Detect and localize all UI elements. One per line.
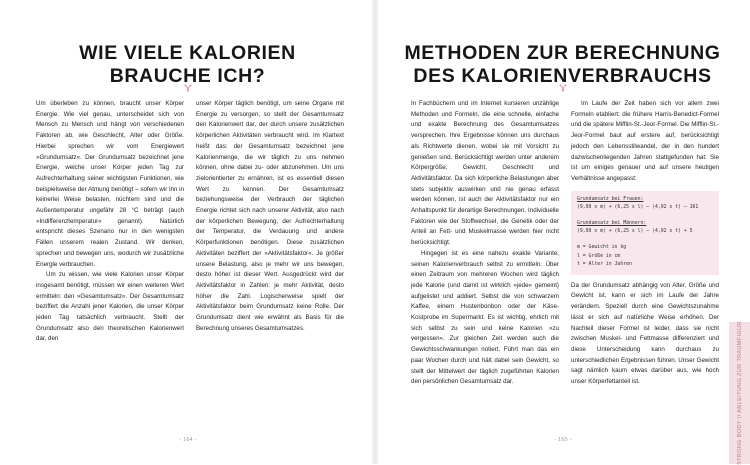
- formula-women-heading: Grundumsatz bei Frauen:: [577, 196, 644, 202]
- formula-men-heading: Grundumsatz bei Männern:: [577, 220, 647, 226]
- right-column-1: [411, 99, 559, 388]
- body-paragraph: In Fachbüchern und im Internet kursieren unzählige Methoden und Formeln, die eine schnelle, einfache und exakte Berechnung des Gesamtumsatzes versprechen. Ihre Ergebnisse können uns durchaus als Richtwerte dienen, wobei sie mit Vorsicht zu genießen sind. Berücksichtigt werden unter anderem Körpergröße, Gewicht, Geschlecht und Aktivitätsfaktor. Da sich körperliche Belastungen aber stets subjektiv auswirken und nie genau erfasst werden können, ist auch der Aktivitätsfaktor nur ein Anhaltspunkt für derartige Berechnungen. Individuelle Faktoren wie der Stoffwechsel, die Genetik oder der Anteil an Fett- und Muskelmasse werden hier nicht berücksichtigt.: [411, 100, 559, 247]
- body-paragraph: unser Körper täglich benötigt, um seine Organe mit Energie zu versorgen, so stellt der Gesamtumsatz den Kalorienwert dar, der durch unsere zusätzlichen körperlichen Aktivitäten verbraucht wird. Im Klartext heißt das: der Gesamtumsatz bezeichnet jene Kalorienmenge, die wir täglich zu uns nehmen können, ohne dabei zu- oder abzunehmen. Um uns zielorientierter zu ernähren, ist es essentiell diesen Wert zu kennen. Der Gesamtumsatz beziehungsweise der Verbrauch der täglichen Energie richtet sich nach unserer Aktivität, also nach der körperlichen Bewegung, der Aufrechterhaltung der Temperatur, die Verdauung und andere Körperfunktionen benötigen. Diese zusätzlichen Aktivitäten beziffert der »Aktivitätsfaktor«. Je größer unsere Belastung, also je mehr wir uns bewegen, desto höher ist dieser Wert. Ausgedrückt wird der Aktivitätsfaktor in Zahlen: je mehr Aktivität, desto höher die Zahl. Logischerweise spielt der Aktivitätsfaktor beim Grundumsatz keine Rolle. Der Grundumsatz dient wie erwähnt als Basis für die Berechnung unseres Gesamtumsatzes.: [196, 100, 344, 332]
- right-page: [375, 0, 750, 464]
- formula-men: (9,99 x m) + (6,25 x l) – (4,92 x t) + 5: [577, 229, 693, 235]
- right-column-2: [571, 99, 719, 388]
- formula-legend-l: l = Größe in cm: [577, 253, 621, 259]
- body-paragraph: Im Laufe der Zeit haben sich vor allem zwei Formeln etabliert: die frühere Harris-Benedict-Formel und die spätere Mifflin-St.-Jeor-Formel. Die Mifflin-St.-Jeor-Formel baut auf erstere auf, berücksichtigt jedoch den Lebensstilwandel, der in den hundert dazwischenliegenden Jahren stattgefunden hat: Sie ist um einiges genauer und auf unsere heutigen Verhältnisse angepasst:: [571, 100, 719, 182]
- left-page: [0, 0, 375, 464]
- wine-glass-ornament-icon: [183, 84, 193, 92]
- body-paragraph: Um zu wissen, wie viele Kalorien unser Körper insgesamt benötigt, müssen wir einen weiteren Wert ermitteln: den »Gesamtumsatz«. Der Gesamtumsatz beziffert die Anzahl jener Kalorien, die unser Körper jeden Tag tatsächlich verbraucht. Stellt der Grundumsatz also den theoretischen Kalorienwert dar, den: [36, 271, 184, 343]
- left-title-line2: BRAUCHE ICH?: [109, 65, 266, 87]
- formula-box: [571, 191, 719, 275]
- page-number-left: - 164 -: [179, 437, 197, 443]
- right-title-line1: METHODEN ZUR BERECHNUNG: [404, 42, 721, 64]
- formula-legend-t: t = Alter in Jahren: [577, 262, 632, 268]
- body-paragraph: Hingegen ist es eine nahezu exakte Variante, seinen Kalorienverbrauch selbst zu ermitteln. Über einen Zeitraum von mehreren Wochen wird täglich jede Kalorie (und damit ist wirklich »jede« gemeint) aufgelistet und addiert. Selbst die von schwarzem Kaffee, einem Hustenbonbon oder der Käse-Kostprobe im Supermarkt. Es ist wichtig, ehrlich mit sich selbst zu sein und keine Kalorien »zu vergessen«. Zur gleichen Zeit werden auch die Gewichtsschwankungen notiert. Führt man das ein paar Wochen durch und hält dabei sein Gewicht, so stellt der Mittelwert der täglich zugeführten Kalorien den persönlichen Gesamtumsatz dar.: [411, 249, 559, 386]
- formula-women: (9,99 x m) + (6,25 x l) – (4,92 x t) – 161: [577, 205, 699, 211]
- right-title-line2: DES KALORIENVERBRAUCHS: [413, 65, 712, 87]
- side-tab: [729, 322, 750, 464]
- page-number-right: - 165 -: [554, 437, 572, 443]
- body-paragraph: Um überleben zu können, braucht unser Körper Energie. Wie viel genau, unterscheidet sich von Mensch zu Mensch und hängt von verschiedenen Faktoren ab, wie Geschlecht, Alter oder Größe. Hierbei sprechen wir vom Energiewert »Grundumsatz«. Der Grundumsatz bezeichnet jene Energie, welche unser Körper jeden Tag zur Aufrechterhaltung seiner wichtigsten Funktionen, wie beispielsweise der Atmung benötigt – sofern wir ihn in keinerlei Weise belasten, nüchtern sind und die Außentemperatur ungefähr 28 °C beträgt (auch »Indifferenztemperatur« genannt). Natürlich entspricht dieses Szenario nur in den wenigsten Fällen unserem realen Zustand. Wir denken, sprechen und bewegen uns, wodurch wir zusätzliche Energie verbrauchen.: [36, 100, 184, 268]
- left-column-1: [36, 99, 184, 345]
- formula-legend-m: m = Gewicht in kg: [577, 245, 627, 250]
- left-page-title: [0, 42, 375, 88]
- left-title-line1: WIE VIELE KALORIEN: [79, 42, 296, 64]
- body-paragraph: Da der Grundumsatz abhängig von Alter, Größe und Gewicht ist, kann er sich im Laufe der Jahre verändern. Speziell durch eine Gewichtszunahme lässt er sich auf natürliche Weise erhöhen. Der Nachteil dieser Formel ist leider, dass sie nicht zwischen Muskel- und Fettmasse differenziert und diese Unterscheidung kann durchaus zu unterschiedlichen Ergebnissen führen. Unser Gewicht sagt nämlich kaum etwas darüber aus, wie hoch unser Körperfettanteil ist.: [571, 281, 719, 386]
- right-page-title: [375, 42, 750, 88]
- wine-glass-ornament-icon: [558, 84, 568, 92]
- left-column-2: [196, 99, 344, 334]
- side-tab-text: STRONG BODY // ANLEITUNG ZUR TRAUMFIGUR: [736, 321, 743, 465]
